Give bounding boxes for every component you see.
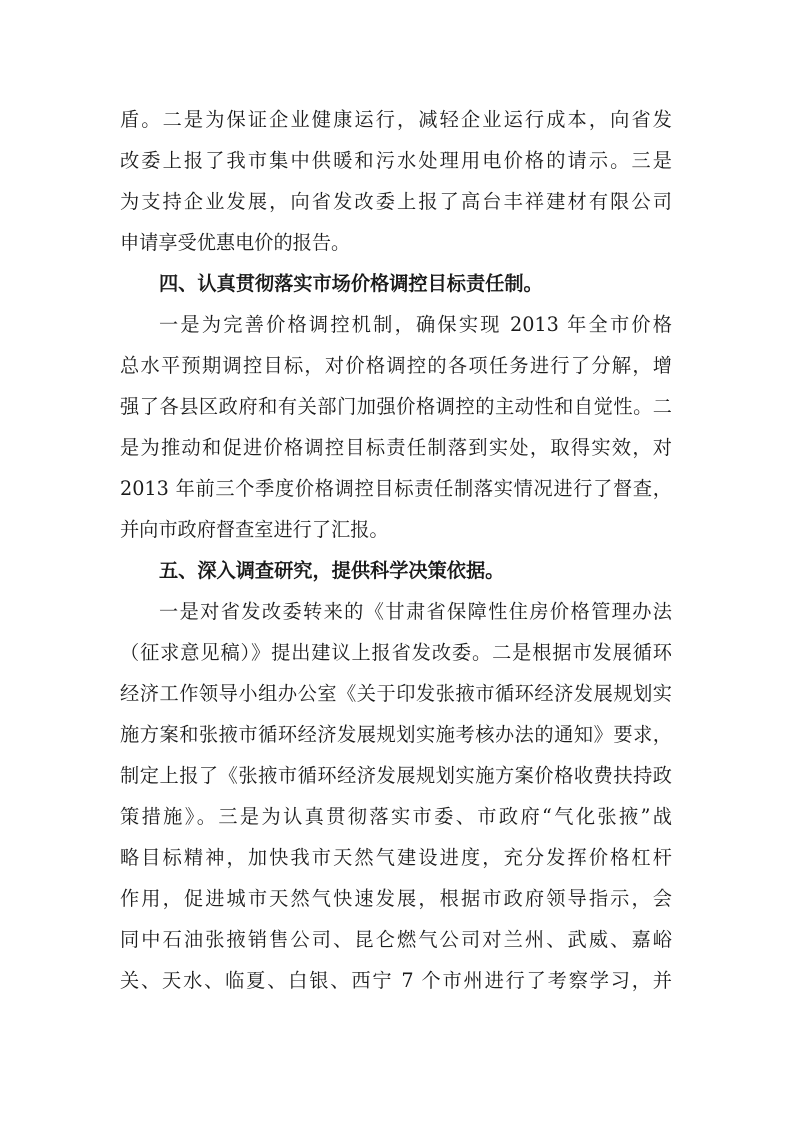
text-line: 2013 年前三个季度价格调控目标责任制落实情况进行了督查， bbox=[120, 477, 672, 500]
text-line: （征求意见稿）》提出建议上报省发改委。二是根据市发展循环 bbox=[120, 641, 672, 664]
text-line: 并向市政府督查室进行了汇报。 bbox=[120, 518, 389, 541]
text-line: 关、天水、临夏、白银、西宁 7 个市州进行了考察学习，并 bbox=[120, 969, 672, 992]
text-line: 略目标精神，加快我市天然气建设进度，充分发挥价格杠杆 bbox=[120, 846, 672, 869]
text-line: 为支持企业发展，向省发改委上报了高台丰祥建材有限公司 bbox=[120, 190, 672, 213]
text-line: 施方案和张掖市循环经济发展规划实施考核办法的通知》要求， bbox=[120, 723, 672, 746]
text-line: 盾。二是为保证企业健康运行，减轻企业运行成本，向省发 bbox=[120, 108, 672, 131]
text-line: 改委上报了我市集中供暖和污水处理用电价格的请示。三是 bbox=[120, 149, 672, 172]
text-line: 经济工作领导小组办公室《关于印发张掖市循环经济发展规划实 bbox=[120, 682, 672, 705]
section-heading: 四、认真贯彻落实市场价格调控目标责任制。 bbox=[159, 272, 543, 295]
text-line: 一是对省发改委转来的《甘肃省保障性住房价格管理办法 bbox=[159, 600, 672, 623]
text-line: 作用，促进城市天然气快速发展，根据市政府领导指示，会 bbox=[120, 887, 672, 910]
text-line: 制定上报了《张掖市循环经济发展规划实施方案价格收费扶持政 bbox=[120, 764, 672, 787]
text-line: 强了各县区政府和有关部门加强价格调控的主动性和自觉性。二 bbox=[120, 395, 672, 418]
text-line: 一是为完善价格调控机制，确保实现 2013 年全市价格 bbox=[159, 313, 672, 336]
text-line: 是为推动和促进价格调控目标责任制落到实处，取得实效，对 bbox=[120, 436, 672, 459]
text-line: 总水平预期调控目标，对价格调控的各项任务进行了分解，增 bbox=[120, 354, 672, 377]
text-line: 策措施》。三是为认真贯彻落实市委、市政府“气化张掖”战 bbox=[120, 805, 672, 828]
text-line: 同中石油张掖销售公司、昆仑燃气公司对兰州、武威、嘉峪 bbox=[120, 928, 672, 951]
section-heading: 五、深入调查研究，提供科学决策依据。 bbox=[159, 559, 505, 582]
text-line: 申请享受优惠电价的报告。 bbox=[120, 231, 351, 254]
